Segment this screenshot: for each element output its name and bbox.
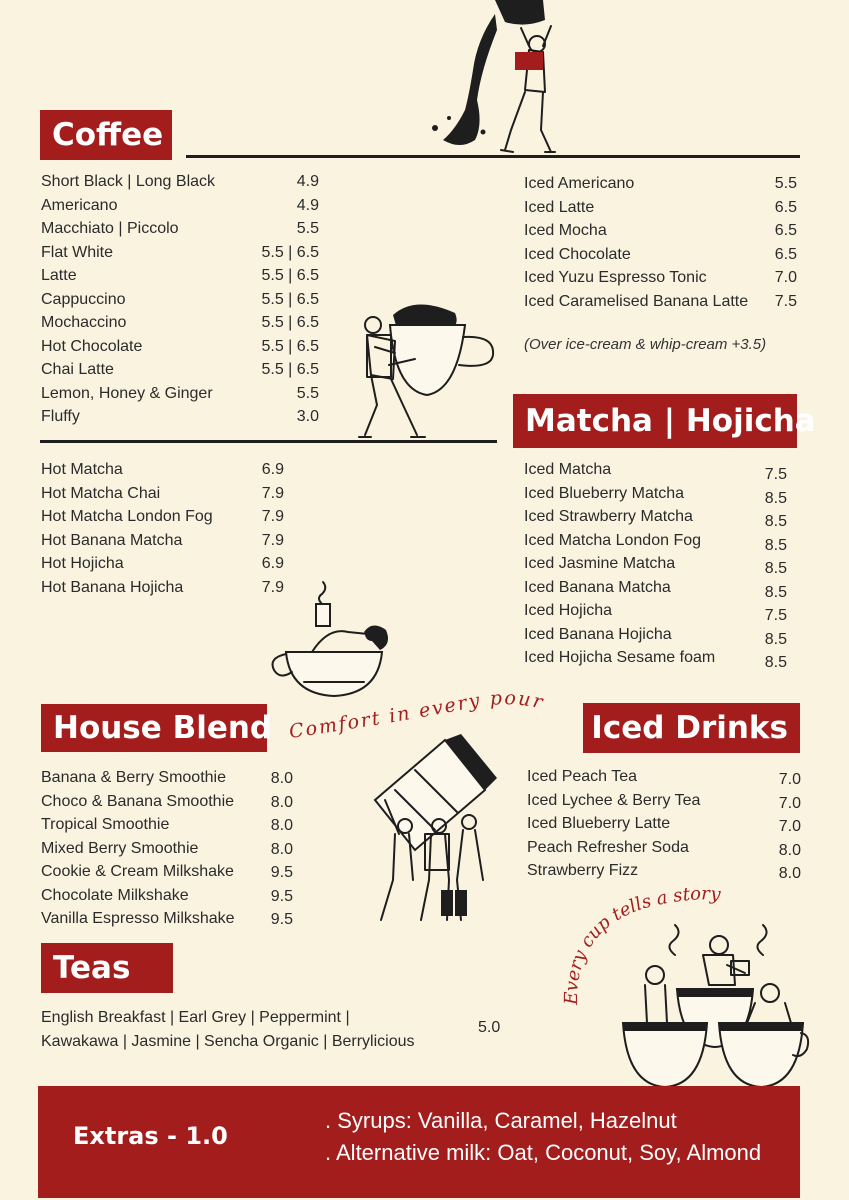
menu-item-name: Iced Banana Hojicha (524, 625, 672, 643)
menu-item-name: Iced Matcha London Fog (524, 531, 702, 549)
menu-item (41, 311, 319, 335)
iced-drinks-heading (583, 703, 800, 753)
menu-item-name: Short Black | Long Black (41, 173, 216, 190)
menu-item (524, 290, 797, 314)
menu-item (527, 765, 801, 789)
menu-item (524, 219, 797, 243)
menu-item-name: Iced Yuzu Espresso Tonic (524, 269, 707, 286)
comfort-slogan-text: Comfort in every pour (287, 687, 547, 743)
menu-item-name: Cappuccino (41, 290, 126, 308)
menu-item (527, 789, 801, 813)
menu-item-price: 4.9 (296, 196, 319, 214)
menu-item-name: Latte (41, 267, 77, 284)
menu-item-name: Hot Banana Hojicha (41, 578, 184, 596)
menu-item-name: Hot Banana Matcha (41, 531, 183, 549)
teas-line-2: Kawakawa | Jasmine | Sencha Organic | Berrylicious (41, 1033, 415, 1050)
menu-item-price: 5.5 | 6.5 (261, 361, 319, 378)
menu-item-price: 7.9 (261, 484, 284, 502)
menu-item-price: 8.5 (764, 513, 787, 530)
menu-item-price: 9.5 (270, 887, 293, 905)
story-slogan-text: Every cup tells a story (560, 883, 722, 1005)
menu-item-name: Iced Caramelised Banana Latte (524, 292, 749, 310)
menu-item (41, 505, 284, 529)
menu-item (524, 172, 797, 196)
menu-item-name: Iced Banana Matcha (524, 578, 671, 596)
extras-title: Extras - 1.0 (73, 1122, 228, 1150)
menu-item-price: 8.0 (270, 793, 293, 811)
iced-drinks-title: Iced Drinks (591, 710, 788, 746)
menu-item-name: Flat White (41, 243, 114, 261)
teas-title: Teas (53, 950, 131, 986)
menu-item (41, 860, 293, 884)
woman-in-teacup-illustration (268, 572, 403, 702)
menu-item (41, 482, 284, 506)
menu-item-price: 8.0 (270, 840, 293, 858)
menu-item (527, 836, 801, 860)
menu-item (41, 194, 319, 218)
menu-item-name: Iced Lychee & Berry Tea (527, 791, 701, 809)
menu-item (524, 623, 787, 647)
menu-item-price: 8.5 (764, 583, 787, 601)
menu-item (41, 335, 319, 359)
menu-item (524, 576, 787, 600)
menu-item (41, 837, 293, 861)
menu-item-name: Strawberry Fizz (527, 862, 639, 879)
menu-item-name: Iced Hojicha (524, 602, 613, 619)
menu-item-price: 9.5 (270, 911, 293, 928)
menu-item-name: Iced Peach Tea (527, 768, 638, 785)
menu-item-name: Hot Chocolate (41, 337, 143, 355)
menu-item-name: Iced Blueberry Matcha (524, 484, 685, 502)
menu-item-name: Hot Matcha Chai (41, 484, 161, 502)
people-lifting-cup-illustration (365, 730, 505, 930)
menu-item-price: 9.5 (270, 864, 293, 881)
menu-item (524, 458, 787, 482)
menu-item (41, 529, 284, 553)
menu-item (41, 813, 293, 837)
menu-item-price: 8.5 (764, 654, 787, 671)
menu-item-name: Hot Matcha London Fog (41, 508, 213, 525)
menu-item-price: 7.0 (778, 794, 801, 812)
menu-item-price: 5.5 | 6.5 (261, 314, 319, 331)
menu-item-price: 6.5 (774, 245, 797, 263)
menu-item (524, 529, 787, 553)
menu-item (524, 196, 797, 220)
menu-item-name: Cookie & Cream Milkshake (41, 863, 234, 880)
people-in-cups-illustration (615, 915, 810, 1090)
menu-item (41, 766, 293, 790)
menu-item-price: 4.9 (296, 173, 319, 190)
menu-item-name: Vanilla Espresso Milkshake (41, 910, 235, 927)
menu-item-name: Lemon, Honey & Ginger (41, 384, 213, 402)
menu-item (524, 646, 787, 670)
man-carrying-cup-illustration (355, 295, 500, 445)
menu-item-name: Iced Americano (524, 175, 635, 192)
menu-item-price: 8.0 (778, 841, 801, 859)
menu-item-name: Mochaccino (41, 314, 127, 331)
menu-item (524, 243, 797, 267)
extras-syrups: . Syrups: Vanilla, Caramel, Hazelnut (325, 1108, 677, 1133)
menu-item-price: 8.5 (764, 489, 787, 507)
menu-item-price: 8.0 (270, 817, 293, 834)
menu-item-name: Americano (41, 196, 118, 214)
pouring-coffee-illustration (425, 0, 565, 160)
menu-item-price: 5.5 (774, 175, 797, 192)
menu-item (41, 264, 319, 288)
menu-item (41, 458, 284, 482)
menu-item-name: Iced Jasmine Matcha (524, 555, 676, 572)
menu-item-price: 6.5 (774, 198, 797, 216)
menu-item (41, 884, 293, 908)
menu-item-name: Iced Strawberry Matcha (524, 508, 693, 525)
menu-item (524, 552, 787, 576)
menu-item-price: 7.0 (778, 771, 801, 788)
menu-item-name: Hot Matcha (41, 461, 123, 478)
menu-item (41, 790, 293, 814)
menu-item-name: Choco & Banana Smoothie (41, 792, 235, 810)
menu-item-name: Fluffy (41, 408, 80, 425)
menu-item-price: 6.9 (261, 461, 284, 478)
menu-item-name: Chocolate Milkshake (41, 886, 189, 904)
menu-item-price: 5.5 | 6.5 (261, 337, 319, 355)
menu-item-price: 7.0 (774, 269, 797, 286)
menu-item-price: 7.9 (261, 531, 284, 549)
menu-item-price: 5.5 (296, 384, 319, 402)
menu-item-name: Peach Refresher Soda (527, 838, 689, 856)
menu-item (41, 576, 284, 600)
menu-item-name: Hot Hojicha (41, 555, 124, 572)
menu-item (524, 599, 787, 623)
teas-heading (41, 943, 173, 993)
menu-item (41, 288, 319, 312)
menu-item-price: 3.0 (296, 408, 319, 425)
menu-item-price: 7.5 (764, 607, 787, 624)
matcha-title: Matcha | Hojicha (525, 403, 816, 439)
menu-item (41, 217, 319, 241)
menu-item-name: Macchiato | Piccolo (41, 220, 179, 237)
menu-item-price: 7.0 (778, 818, 801, 835)
menu-item (41, 907, 293, 931)
menu-item-price: 8.0 (778, 865, 801, 882)
menu-item-name: Banana & Berry Smoothie (41, 769, 226, 786)
menu-item-price: 5.5 | 6.5 (261, 267, 319, 284)
iced-coffee-note: (Over ice-cream & whip-cream +3.5) (524, 336, 767, 353)
menu-item (41, 552, 284, 576)
menu-item-price: 7.5 (764, 466, 787, 483)
coffee-heading (40, 110, 172, 160)
menu-item (524, 266, 797, 290)
menu-item-price: 8.0 (270, 770, 293, 787)
menu-item-name: Iced Hojicha Sesame foam (524, 649, 716, 666)
menu-item-price: 7.9 (261, 578, 284, 596)
menu-item-name: Iced Blueberry Latte (527, 815, 671, 832)
menu-item (524, 505, 787, 529)
menu-item-name: Mixed Berry Smoothie (41, 839, 199, 857)
house-blend-heading (41, 704, 273, 752)
menu-item-price: 5.5 | 6.5 (261, 243, 319, 261)
menu-item-price: 7.9 (261, 508, 284, 525)
coffee-title: Coffee (52, 117, 164, 153)
menu-item-price: 6.5 (774, 222, 797, 239)
menu-item-name: Chai Latte (41, 361, 114, 378)
menu-item-name: Iced Matcha (524, 461, 612, 478)
menu-item (41, 358, 319, 382)
menu-item-price: 5.5 | 6.5 (261, 290, 319, 308)
teas-line-1: English Breakfast | Earl Grey | Peppermint | (41, 1009, 350, 1026)
menu-item-price: 6.9 (261, 555, 284, 572)
menu-item-name: Iced Latte (524, 198, 595, 216)
menu-item-price: 8.5 (764, 560, 787, 577)
menu-item (41, 241, 319, 265)
teas-price: 5.0 (478, 1019, 501, 1036)
menu-item (527, 812, 801, 836)
matcha-heading (513, 394, 816, 448)
menu-item (524, 482, 787, 506)
extras-milk: . Alternative milk: Oat, Coconut, Soy, Almond (325, 1140, 762, 1165)
extras-banner (38, 1086, 800, 1198)
menu-item-name: Iced Chocolate (524, 245, 631, 263)
menu-item-name: Iced Mocha (524, 222, 607, 239)
menu-item-price: 5.5 (296, 220, 319, 237)
menu-item-price: 7.5 (774, 292, 797, 310)
house-blend-title: House Blend (53, 710, 273, 746)
menu-item (41, 405, 319, 429)
menu-item-price: 8.5 (764, 630, 787, 648)
menu-item (41, 170, 319, 194)
menu-item-price: 8.5 (764, 536, 787, 554)
menu-item-name: Tropical Smoothie (41, 816, 170, 833)
menu-item (41, 382, 319, 406)
